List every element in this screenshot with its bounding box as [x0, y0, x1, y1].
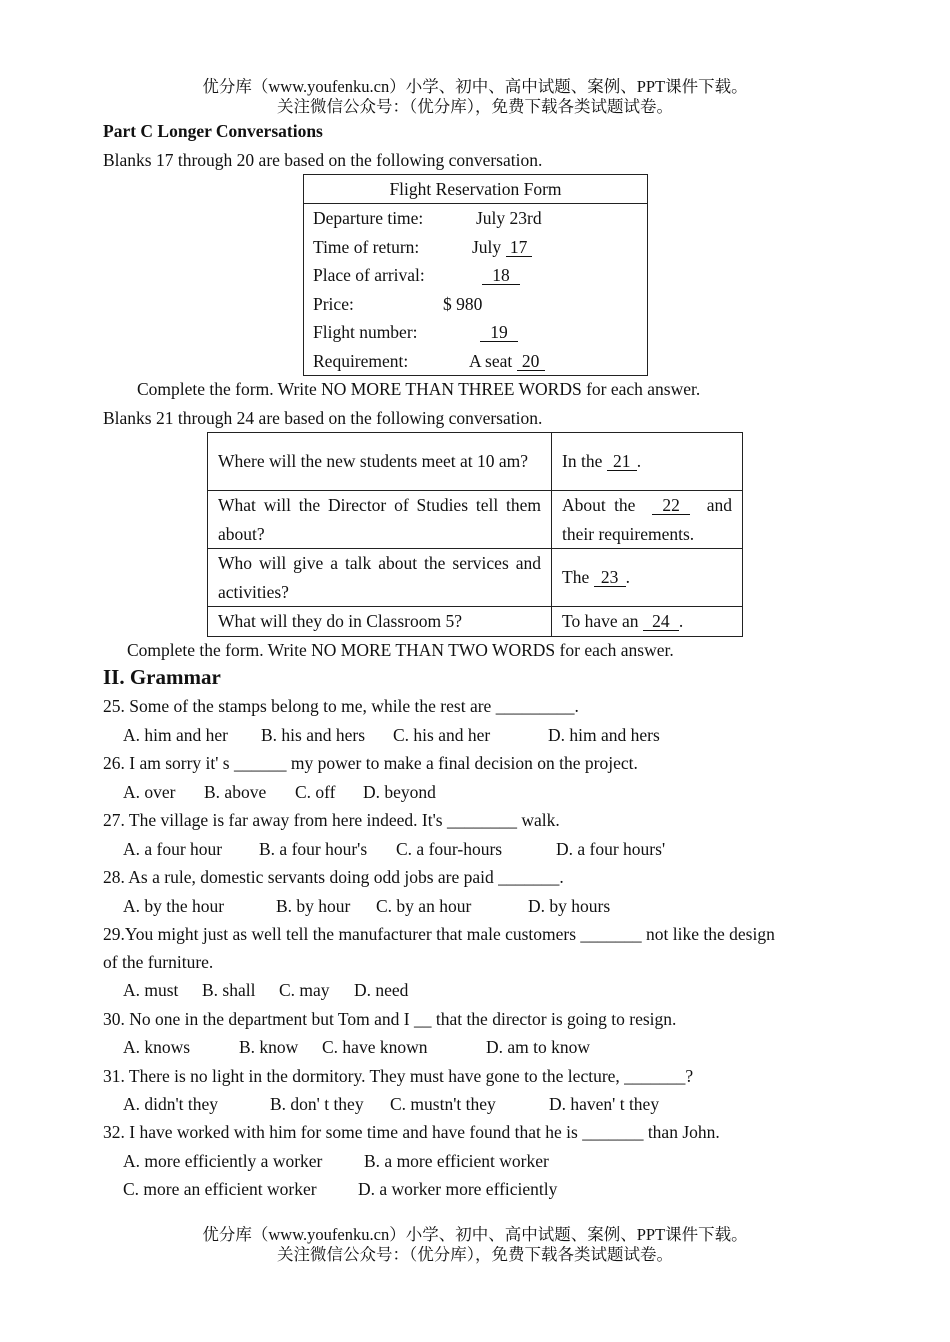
blank-21: 21	[607, 452, 637, 471]
orientation-table	[207, 432, 743, 637]
q31-option-a: A. didn't they	[123, 1094, 219, 1114]
blank-24: 24	[643, 612, 679, 631]
blank-18: 18	[482, 266, 520, 285]
answer-suffix: and their requirements.	[562, 495, 733, 544]
answer-text: The	[562, 567, 590, 588]
form-value: A seat	[469, 350, 513, 371]
form-row-flight-number	[304, 318, 648, 347]
blank-19: 19	[480, 323, 518, 342]
form-label: Flight number:	[313, 322, 418, 343]
q27-option-c: C. a four-hours	[396, 839, 503, 859]
question-cell: Where will the new students meet at 10 am?	[208, 433, 552, 491]
question-29-cont: of the furniture.	[103, 952, 214, 972]
q28-option-c: C. by an hour	[376, 896, 472, 916]
q31-option-d: D. haven' t they	[549, 1094, 660, 1114]
q29-option-a: A. must	[123, 980, 179, 1000]
q28-option-d: D. by hours	[528, 896, 611, 916]
form-row-requirement	[304, 347, 648, 376]
part-c-intro-2: Blanks 21 through 24 are based on the following conversation.	[103, 408, 543, 428]
q26-option-b: B. above	[204, 782, 267, 802]
form-value: July	[472, 236, 502, 257]
header-line-2: 关注微信公众号：（优分库），免费下载各类试题试卷。	[277, 97, 673, 116]
form-label: Time of return:	[313, 236, 420, 257]
blank-20: 20	[517, 352, 545, 371]
form-value: $ 980	[443, 293, 483, 314]
form-label: Price:	[313, 293, 354, 314]
answer-cell	[552, 491, 743, 549]
grammar-title: II. Grammar	[103, 665, 221, 689]
q26-option-a: A. over	[123, 782, 176, 802]
form-row-arrival	[304, 261, 648, 290]
flight-reservation-form	[303, 174, 648, 376]
footer-line-2: 关注微信公众号：（优分库），免费下载各类试题试卷。	[277, 1245, 673, 1264]
answer-suffix: .	[636, 451, 642, 472]
q30-option-c: C. have known	[322, 1037, 428, 1057]
answer-suffix: .	[625, 567, 630, 588]
q29-option-d: D. need	[354, 980, 409, 1000]
answer-text: In the	[562, 451, 603, 472]
instruction-1: Complete the form. Write NO MORE THAN THREE WORDS for each answer.	[137, 379, 701, 399]
question-26: 26. I am sorry it' s ______ my power to make a final decision on the project.	[103, 753, 638, 773]
form-row-price	[304, 290, 648, 319]
answer-text: About the	[562, 495, 636, 515]
form-title: Flight Reservation Form	[304, 175, 648, 204]
q27-option-d: D. a four hours'	[556, 839, 666, 859]
table-row	[208, 433, 743, 491]
form-row-departure	[304, 204, 648, 233]
question-28: 28. As a rule, domestic servants doing odd jobs are paid _______.	[103, 867, 564, 887]
q25-option-b: B. his and hers	[261, 725, 366, 745]
form-label: Requirement:	[313, 350, 409, 371]
q26-option-d: D. beyond	[363, 782, 436, 802]
part-c-title: Part C Longer Conversations	[103, 121, 323, 141]
blank-23: 23	[594, 568, 626, 587]
question-25: 25. Some of the stamps belong to me, while the rest are _________.	[103, 696, 579, 716]
question-cell: Who will give a talk about the services and activities?	[208, 549, 552, 607]
table-row	[208, 491, 743, 549]
form-label: Place of arrival:	[313, 265, 425, 286]
answer-suffix: .	[678, 611, 684, 631]
q25-option-c: C. his and her	[393, 725, 491, 745]
q29-option-b: B. shall	[202, 980, 256, 1000]
question-31: 31. There is no light in the dormitory. They must have gone to the lecture, _______?	[103, 1066, 694, 1086]
q29-option-c: C. may	[279, 980, 330, 1000]
table-row	[208, 607, 743, 637]
q32-option-c: C. more an efficient worker	[123, 1179, 317, 1199]
q30-option-b: B. know	[239, 1037, 299, 1057]
header-line-1: 优分库（www.youfenku.cn）小学、初中、高中试题、案例、PPT课件下载。	[202, 77, 748, 96]
q30-option-a: A. knows	[123, 1037, 191, 1057]
q32-option-b: B. a more efficient worker	[364, 1151, 549, 1171]
question-27: 27. The village is far away from here indeed. It's ________ walk.	[103, 810, 560, 830]
form-label: Departure time:	[313, 208, 424, 229]
q27-option-b: B. a four hour's	[259, 839, 368, 859]
part-c-intro-1: Blanks 17 through 20 are based on the following conversation.	[103, 150, 543, 170]
question-cell: What will they do in Classroom 5?	[208, 607, 552, 637]
answer-cell	[552, 433, 743, 491]
q28-option-b: B. by hour	[276, 896, 351, 916]
q32-option-d: D. a worker more efficiently	[358, 1179, 558, 1199]
form-row-return	[304, 233, 648, 262]
table-row	[208, 549, 743, 607]
form-value: July 23rd	[476, 208, 542, 229]
q26-option-c: C. off	[295, 782, 336, 802]
q28-option-a: A. by the hour	[123, 896, 225, 916]
question-29: 29.You might just as well tell the manufacturer that male customers _______ not like the design	[103, 924, 775, 944]
blank-17: 17	[506, 238, 532, 257]
q25-option-d: D. him and hers	[548, 725, 660, 745]
q25-option-a: A. him and her	[123, 725, 228, 745]
q32-option-a: A. more efficiently a worker	[123, 1151, 323, 1171]
answer-cell	[552, 607, 743, 637]
q31-option-c: C. mustn't they	[390, 1094, 496, 1114]
q27-option-a: A. a four hour	[123, 839, 223, 859]
question-30: 30. No one in the department but Tom and I __ that the director is going to resign.	[103, 1009, 677, 1029]
footer-line-1: 优分库（www.youfenku.cn）小学、初中、高中试题、案例、PPT课件下载。	[202, 1225, 748, 1244]
q30-option-d: D. am to know	[486, 1037, 591, 1057]
question-32: 32. I have worked with him for some time and have found that he is _______ than John.	[103, 1122, 720, 1142]
blank-22: 22	[652, 496, 690, 515]
q31-option-b: B. don' t they	[270, 1094, 364, 1114]
question-cell: What will the Director of Studies tell them about?	[208, 491, 552, 549]
answer-text: To have an	[562, 611, 639, 631]
instruction-2: Complete the form. Write NO MORE THAN TWO WORDS for each answer.	[127, 640, 674, 660]
answer-cell	[552, 549, 743, 607]
